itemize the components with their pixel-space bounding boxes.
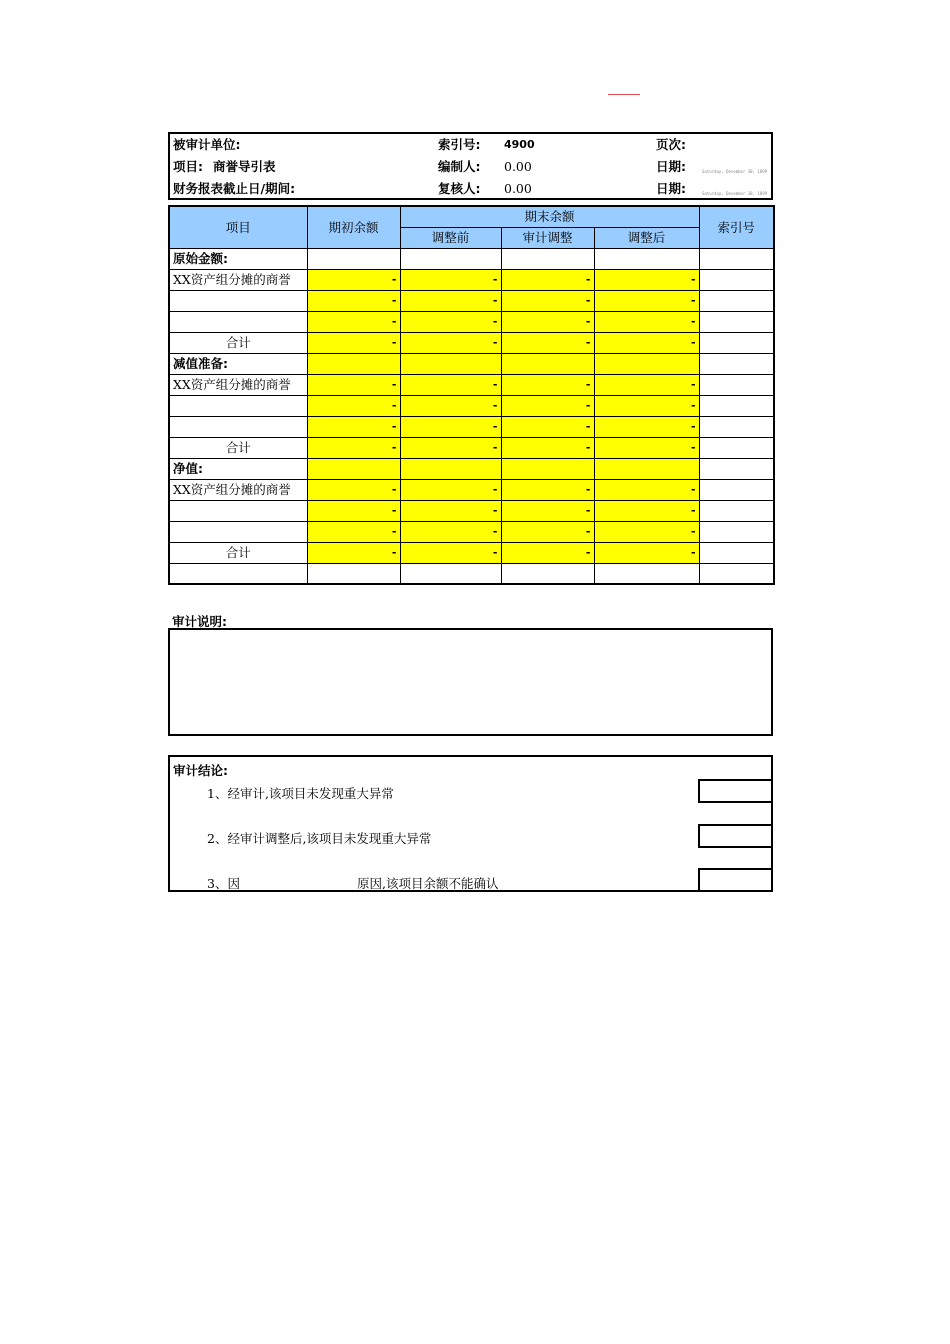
preparer-value: 0.00	[504, 159, 532, 174]
index-cell[interactable]	[699, 543, 774, 564]
before-adj-value[interactable]: -	[400, 480, 501, 501]
section-title-row	[169, 459, 774, 480]
conclusion-checkbox-3[interactable]	[698, 868, 773, 892]
audit-conclusion-box	[168, 755, 773, 892]
total-label: 合计	[169, 543, 307, 564]
page-label: 页次:	[656, 137, 686, 152]
audit-notes-label: 审计说明:	[172, 614, 227, 629]
total-label: 合计	[169, 438, 307, 459]
empty-cell[interactable]	[307, 564, 400, 584]
index-value: 4900	[504, 138, 535, 151]
after-adj-value[interactable]: -	[594, 312, 699, 333]
section-title: 原始金额:	[169, 249, 307, 270]
before-adj-value[interactable]: -	[400, 375, 501, 396]
index-cell[interactable]	[699, 522, 774, 543]
index-label: 索引号:	[438, 137, 481, 152]
empty-cell[interactable]	[501, 564, 594, 584]
opening-value[interactable]: -	[307, 312, 400, 333]
auditee-label: 被审计单位:	[173, 137, 241, 152]
opening-value[interactable]: -	[307, 333, 400, 354]
after-adj-value[interactable]: -	[594, 522, 699, 543]
opening-value[interactable]: -	[307, 522, 400, 543]
col-header-after-adj: 调整后	[594, 228, 699, 249]
col-header-closing: 期末余额	[400, 206, 699, 228]
empty-cell[interactable]	[699, 564, 774, 584]
red-mark-line	[608, 94, 640, 95]
table-row	[169, 522, 774, 543]
closing-cell[interactable]	[400, 249, 501, 270]
table-row	[169, 396, 774, 417]
empty-cell[interactable]	[594, 564, 699, 584]
audit-adj-value[interactable]: -	[501, 312, 594, 333]
index-cell[interactable]	[699, 501, 774, 522]
table-row	[169, 270, 774, 291]
row-label: XX资产组分摊的商誉	[169, 480, 307, 501]
audit-adj-value[interactable]: -	[501, 270, 594, 291]
audit-adj-value[interactable]: -	[501, 543, 594, 564]
after-adj-value[interactable]: -	[594, 396, 699, 417]
before-adj-value[interactable]: -	[400, 438, 501, 459]
audit-adj-value[interactable]: -	[501, 501, 594, 522]
project-label: 项目:	[173, 159, 203, 174]
after-adj-value[interactable]: -	[594, 480, 699, 501]
audit-notes-box[interactable]	[168, 628, 773, 736]
after-adj-value[interactable]: -	[594, 438, 699, 459]
conclusion-item-2: 2、经审计调整后,该项目未发现重大异常	[207, 831, 432, 846]
audit-adj-value[interactable]: -	[501, 438, 594, 459]
after-adj-value[interactable]: -	[594, 270, 699, 291]
audit-adj-value[interactable]: -	[501, 375, 594, 396]
col-header-index: 索引号	[699, 206, 774, 249]
conclusion-checkbox-2[interactable]	[698, 824, 773, 848]
opening-value[interactable]: -	[307, 375, 400, 396]
opening-value[interactable]: -	[307, 480, 400, 501]
audit-adj-value[interactable]: -	[501, 291, 594, 312]
table-row	[169, 480, 774, 501]
preparer-label: 编制人:	[438, 159, 481, 174]
index-cell[interactable]	[699, 438, 774, 459]
conclusion-item-3-prefix: 3、因	[207, 876, 240, 891]
goodwill-lead-table	[168, 205, 775, 585]
audit-adj-value[interactable]: -	[501, 333, 594, 354]
section-title: 净值:	[169, 459, 307, 480]
table-row	[169, 375, 774, 396]
before-adj-value[interactable]: -	[400, 333, 501, 354]
closing-cell[interactable]	[501, 249, 594, 270]
col-header-audit-adj: 审计调整	[501, 228, 594, 249]
row-label: XX资产组分摊的商誉	[169, 375, 307, 396]
before-adj-value[interactable]: -	[400, 501, 501, 522]
audit-adj-value[interactable]: -	[501, 480, 594, 501]
after-adj-value[interactable]: -	[594, 375, 699, 396]
index-cell[interactable]	[699, 480, 774, 501]
after-adj-value[interactable]: -	[594, 291, 699, 312]
opening-cell[interactable]	[307, 459, 400, 480]
section-title-row	[169, 354, 774, 375]
before-adj-value[interactable]: -	[400, 396, 501, 417]
total-row	[169, 438, 774, 459]
index-cell[interactable]	[699, 354, 774, 375]
closing-cell[interactable]	[400, 354, 501, 375]
table-row	[169, 417, 774, 438]
row-label	[169, 291, 307, 312]
workpaper-header	[168, 132, 773, 200]
project-value: 商誉导引表	[213, 159, 276, 174]
col-header-item: 项目	[169, 206, 307, 249]
row-label	[169, 417, 307, 438]
section-title: 减值准备:	[169, 354, 307, 375]
closing-cell[interactable]	[594, 249, 699, 270]
before-adj-value[interactable]: -	[400, 270, 501, 291]
reviewer-value: 0.00	[504, 181, 532, 196]
conclusion-label: 审计结论:	[173, 763, 228, 778]
opening-value[interactable]: -	[307, 291, 400, 312]
opening-cell[interactable]	[307, 249, 400, 270]
before-adj-value[interactable]: -	[400, 543, 501, 564]
opening-value[interactable]: -	[307, 543, 400, 564]
closing-cell[interactable]	[400, 459, 501, 480]
index-cell[interactable]	[699, 270, 774, 291]
after-adj-value[interactable]: -	[594, 543, 699, 564]
table-row	[169, 501, 774, 522]
closing-cell[interactable]	[501, 354, 594, 375]
index-cell[interactable]	[699, 291, 774, 312]
conclusion-item-3-suffix: 原因,该项目余额不能确认	[357, 876, 499, 891]
audit-adj-value[interactable]: -	[501, 396, 594, 417]
index-cell[interactable]	[699, 459, 774, 480]
date-value-2: Saturday, December 30, 1899	[702, 191, 768, 196]
empty-row	[169, 564, 774, 584]
conclusion-item-1: 1、经审计,该项目未发现重大异常	[207, 786, 394, 801]
row-label	[169, 312, 307, 333]
col-header-opening: 期初余额	[307, 206, 400, 249]
closing-cell[interactable]	[594, 354, 699, 375]
row-label: XX资产组分摊的商誉	[169, 270, 307, 291]
date-value-1: Saturday, December 30, 1899	[702, 169, 768, 174]
before-adj-value[interactable]: -	[400, 522, 501, 543]
date-label-1: 日期:	[656, 159, 686, 174]
opening-value[interactable]: -	[307, 270, 400, 291]
index-cell[interactable]	[699, 375, 774, 396]
table-row	[169, 291, 774, 312]
row-label	[169, 522, 307, 543]
after-adj-value[interactable]: -	[594, 417, 699, 438]
empty-cell[interactable]	[400, 564, 501, 584]
date-label-2: 日期:	[656, 181, 686, 196]
row-label	[169, 396, 307, 417]
conclusion-checkbox-1[interactable]	[698, 779, 773, 803]
empty-cell[interactable]	[169, 564, 307, 584]
closing-cell[interactable]	[501, 459, 594, 480]
audit-adj-value[interactable]: -	[501, 417, 594, 438]
before-adj-value[interactable]: -	[400, 291, 501, 312]
opening-value[interactable]: -	[307, 417, 400, 438]
after-adj-value[interactable]: -	[594, 501, 699, 522]
index-cell[interactable]	[699, 312, 774, 333]
closing-cell[interactable]	[594, 459, 699, 480]
reviewer-label: 复核人:	[438, 181, 481, 196]
total-label: 合计	[169, 333, 307, 354]
opening-value[interactable]: -	[307, 396, 400, 417]
after-adj-value[interactable]: -	[594, 333, 699, 354]
section-title-row	[169, 249, 774, 270]
opening-cell[interactable]	[307, 354, 400, 375]
row-label	[169, 501, 307, 522]
before-adj-value[interactable]: -	[400, 417, 501, 438]
opening-value[interactable]: -	[307, 501, 400, 522]
period-label: 财务报表截止日/期间:	[173, 181, 296, 196]
table-row	[169, 312, 774, 333]
total-row	[169, 543, 774, 564]
before-adj-value[interactable]: -	[400, 312, 501, 333]
audit-adj-value[interactable]: -	[501, 522, 594, 543]
col-header-before-adj: 调整前	[400, 228, 501, 249]
index-cell[interactable]	[699, 249, 774, 270]
index-cell[interactable]	[699, 417, 774, 438]
opening-value[interactable]: -	[307, 438, 400, 459]
index-cell[interactable]	[699, 396, 774, 417]
total-row	[169, 333, 774, 354]
index-cell[interactable]	[699, 333, 774, 354]
